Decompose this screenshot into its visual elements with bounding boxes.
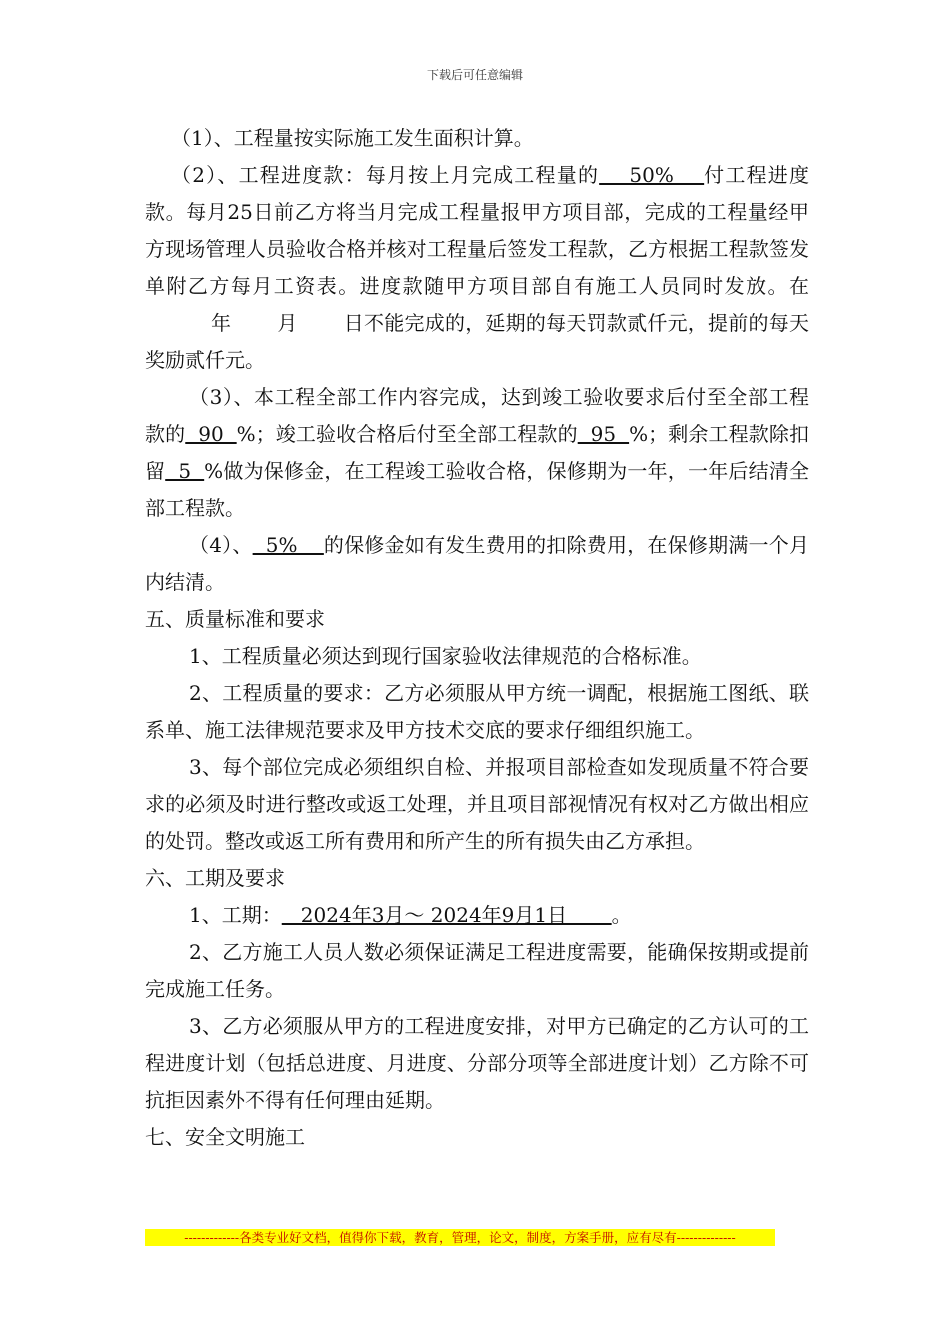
schedule-item-2: 2、乙方施工人员人数必须保证满足工程进度需要，能确保按期或提前完成施工任务。 — [145, 940, 809, 1001]
section-heading-7: 七、安全文明施工 — [145, 1125, 305, 1149]
quality-item-3: 3、每个部位完成必须组织自检、并报项目部检查如发现质量不符合要求的必须及时进行整改或返工处理，并且项目部视情况有权对乙方做出相应的处罚。整改或返工所有费用和所产生的所有损失由乙方承担。 — [145, 755, 809, 853]
footer-banner: -------------各类专业好文档，值得你下载，教育，管理，论文，制度，方案手册，应有尽有-------------- — [145, 1229, 775, 1246]
schedule-item-1: 1、工期： 2024年3月～ 2024年9月1日 。 — [189, 903, 632, 927]
completion-percent-blank: 90 — [185, 422, 237, 446]
acceptance-percent-blank: 95 — [577, 422, 630, 446]
progress-payment-percent-blank: 50% — [599, 163, 705, 187]
quality-item-2: 2、工程质量的要求：乙方必须服从甲方统一调配，根据施工图纸、联系单、施工法律规范要求及甲方技术交底的要求仔细组织施工。 — [145, 681, 809, 742]
page-header: 下载后可任意编辑 — [426, 68, 523, 82]
clause-4-1: （1）、工程量按实际施工发生面积计算。 — [171, 126, 534, 150]
document-body — [145, 120, 809, 1156]
retention-percent-blank: 5 — [165, 459, 205, 483]
quality-item-1: 1、工程质量必须达到现行国家验收法律规范的合格标准。 — [189, 644, 702, 668]
section-heading-5: 五、质量标准和要求 — [145, 607, 325, 631]
schedule-item-3: 3、乙方必须服从甲方的工程进度安排，对甲方已确定的乙方认可的工程进度计划（包括总进度、月进度、分部分项等全部进度计划）乙方除不可抗拒因素外不得有任何理由延期。 — [145, 1014, 809, 1112]
clause-4-2: （2）、工程进度款：每月按上月完成工程量的 50% 付工程进度款。每月25日前乙方将当月完成工程量报甲方项目部，完成的工程量经甲方现场管理人员验收合格并核对工程量后签发工程款，乙方根据工程款签发单附乙方每月工资表。进度款随甲方项目部自有施工人员同时发放。在 年 月 日不能完成的，延期的每天罚款贰仟元，提前的每天奖励贰仟元。 — [145, 163, 810, 372]
clause-4-4: （4）、 5% 的保修金如有发生费用的扣除费用，在保修期满一个月内结清。 — [145, 533, 809, 594]
clause-4-3: （3）、本工程全部工作内容完成，达到竣工验收要求后付至全部工程款的 90 %；竣工验收合格后付至全部工程款的 95 %；剩余工程款除扣留 5 %做为保修金，在工程竣工验收合格，保修期为一年，一年后结清全部工程款。 — [145, 385, 809, 520]
schedule-period-blank: 2024年3月～ 2024年9月1日 — [281, 903, 612, 927]
warranty-percent-blank: 5% — [252, 533, 324, 557]
date-blank: 年 月 — [145, 311, 344, 335]
section-heading-6: 六、工期及要求 — [145, 866, 285, 890]
